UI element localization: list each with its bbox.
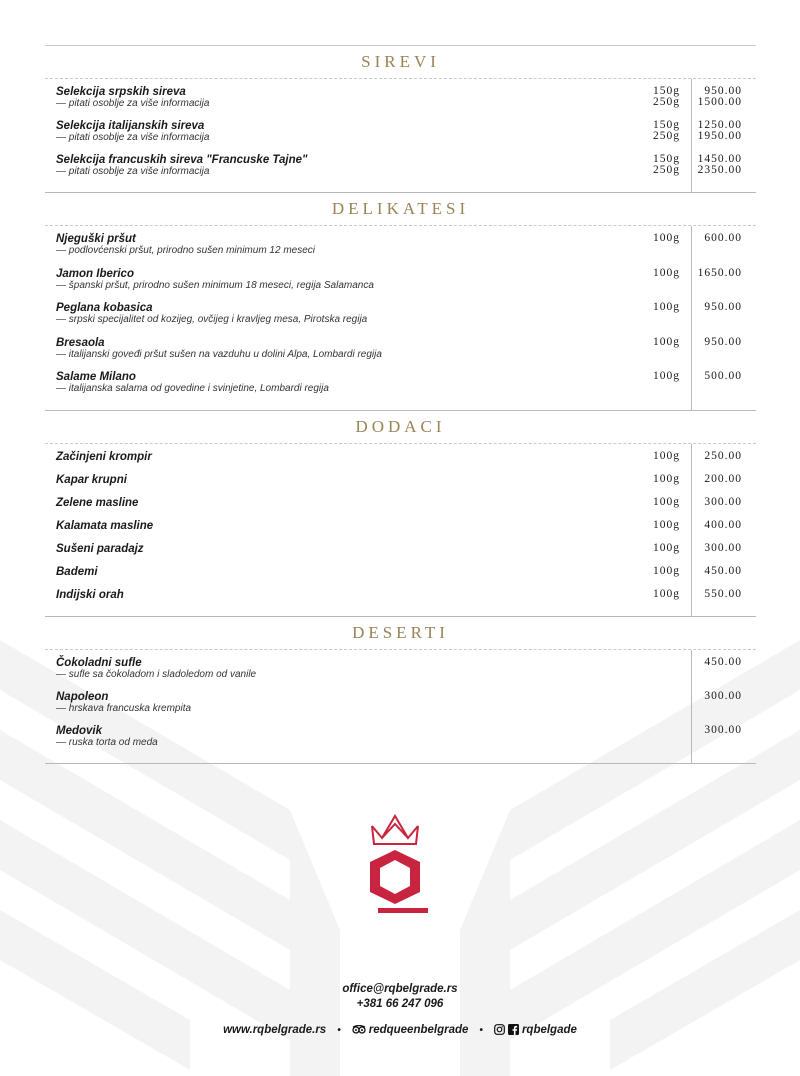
section-title: SIREVI [361, 52, 440, 71]
item-name: Njeguški pršut [56, 233, 136, 245]
item-quantity: 150g [653, 119, 680, 131]
item-quantity: 250g [653, 130, 680, 142]
menu-item [45, 233, 756, 268]
separator: • [479, 1024, 483, 1036]
social-handle: rqbelgade [521, 1024, 577, 1036]
item-name: Sušeni paradajz [56, 542, 144, 555]
menu-item [45, 474, 756, 497]
item-quantity: 250g [653, 164, 680, 176]
section-dodaci [45, 444, 756, 617]
item-quantity: 100g [653, 518, 680, 531]
item-price: 600.00 [704, 232, 742, 244]
footer-social [0, 1024, 800, 1036]
item-description: — ruska torta od meda [56, 736, 158, 748]
item-quantity: 100g [653, 541, 680, 554]
item-quantity: 100g [653, 449, 680, 462]
item-description: — pitati osoblje za više informacija [56, 132, 210, 143]
section-header-dodaci [45, 411, 756, 444]
item-description: — hrskava francuska krempita [56, 702, 192, 714]
facebook-icon [508, 1024, 519, 1035]
menu-item [45, 657, 756, 691]
item-price: 950.00 [704, 85, 742, 97]
item-price: 1250.00 [697, 119, 742, 131]
item-description: — pitati osoblje za više informacija [56, 166, 210, 177]
item-price: 400.00 [704, 518, 742, 531]
item-price: 1950.00 [697, 130, 742, 142]
item-name: Bademi [56, 565, 98, 578]
menu-item [45, 725, 756, 759]
item-price: 450.00 [704, 655, 742, 668]
section-header-delikatesi [45, 193, 756, 226]
item-quantity: 100g [653, 472, 680, 485]
item-price: 200.00 [704, 472, 742, 485]
menu-item [45, 497, 756, 520]
item-price: 950.00 [704, 301, 742, 313]
item-quantity: 100g [653, 232, 680, 244]
menu-item [45, 371, 756, 406]
item-description: — podlovćenski pršut, prirodno sušen minimum 12 meseci [56, 245, 315, 256]
item-quantity: 100g [653, 301, 680, 313]
item-name: Bresaola [56, 336, 105, 349]
menu-item [45, 337, 756, 372]
menu-item [45, 302, 756, 337]
item-name: Medovik [56, 724, 103, 737]
section-deserti [45, 650, 756, 764]
menu-item [45, 691, 756, 725]
item-quantity: 100g [653, 335, 680, 348]
crown-logo-icon [360, 810, 430, 920]
item-description: — italijanski goveđi pršut sušen na vazduhu u dolini Alpa, Lombardi regija [56, 348, 382, 360]
section-header-sirevi [45, 45, 756, 79]
item-name: Začinjeni krompir [56, 450, 152, 463]
item-name: Čokoladni sufle [56, 656, 142, 669]
menu-item [45, 566, 756, 589]
footer-social-handle[interactable] [494, 1024, 577, 1036]
item-name: Indijski orah [56, 588, 124, 601]
item-price: 1500.00 [697, 96, 742, 108]
item-description: — srpski specijalitet od kozijeg, ovčijeg i kravljeg mesa, Pirotska regija [56, 314, 368, 325]
section-title: DODACI [355, 416, 446, 436]
item-name: Kapar krupni [56, 473, 127, 486]
item-quantity: 100g [653, 587, 680, 600]
item-quantity: 150g [653, 153, 680, 165]
item-price: 250.00 [704, 449, 742, 462]
item-price: 300.00 [704, 689, 742, 702]
menu-item [45, 451, 756, 474]
item-quantity: 100g [653, 266, 680, 279]
item-name: Selekcija italijanskih sireva [56, 120, 205, 132]
item-name: Zelene masline [56, 496, 139, 509]
menu-item [45, 86, 756, 120]
item-quantity: 150g [653, 85, 680, 97]
item-price: 300.00 [704, 495, 742, 508]
item-price: 1450.00 [697, 153, 742, 165]
item-price: 550.00 [704, 587, 742, 600]
footer-website[interactable]: www.rqbelgrade.rs [223, 1024, 327, 1036]
footer [0, 982, 800, 1036]
section-header-deserti [45, 617, 756, 650]
item-price: 950.00 [704, 335, 742, 348]
item-name: Jamon Iberico [56, 267, 134, 280]
item-description: — španski pršut, prirodno sušen minimum 18 meseci, regija Salamanca [56, 279, 374, 291]
item-name: Napoleon [56, 690, 109, 703]
footer-tripadvisor[interactable] [352, 1024, 469, 1036]
item-name: Salame Milano [56, 371, 136, 383]
item-name: Selekcija srpskih sireva [56, 86, 186, 98]
item-price: 500.00 [704, 370, 742, 382]
item-name: Peglana kobasica [56, 302, 153, 314]
section-title: DELIKATESI [331, 199, 470, 218]
footer-email[interactable]: office@rqbelgrade.rs [342, 983, 458, 995]
item-quantity: 100g [653, 495, 680, 508]
item-name: Kalamata masline [56, 519, 154, 532]
item-name: Selekcija francuskih sireva "Francuske Tajne" [56, 154, 308, 166]
menu-item [45, 520, 756, 543]
item-description: — italijanska salama od govedine i svinjetine, Lombardi regija [56, 383, 329, 394]
menu-item [45, 589, 756, 612]
menu-content [45, 45, 756, 764]
item-price: 300.00 [704, 723, 742, 736]
menu-item [45, 543, 756, 566]
item-price: 300.00 [704, 541, 742, 554]
item-price: 2350.00 [697, 164, 742, 176]
separator: • [337, 1024, 341, 1036]
section-sirevi [45, 79, 756, 193]
menu-item [45, 120, 756, 154]
item-description: — pitati osoblje za više informacija [56, 98, 210, 109]
tripadvisor-icon [352, 1025, 366, 1034]
item-quantity: 100g [653, 564, 680, 577]
item-quantity: 100g [653, 370, 680, 382]
tripadvisor-handle: redqueenbelgrade [368, 1024, 469, 1036]
section-title: DESERTI [352, 622, 449, 642]
item-price: 450.00 [704, 564, 742, 577]
menu-item [45, 268, 756, 303]
menu-item [45, 154, 756, 188]
section-delikatesi [45, 226, 756, 411]
item-description: — sufle sa čokoladom i sladoledom od vanile [56, 668, 257, 680]
item-price: 1650.00 [697, 266, 742, 279]
item-quantity: 250g [653, 96, 680, 108]
instagram-icon [494, 1024, 505, 1035]
footer-phone[interactable]: +381 66 247 096 [356, 998, 444, 1010]
